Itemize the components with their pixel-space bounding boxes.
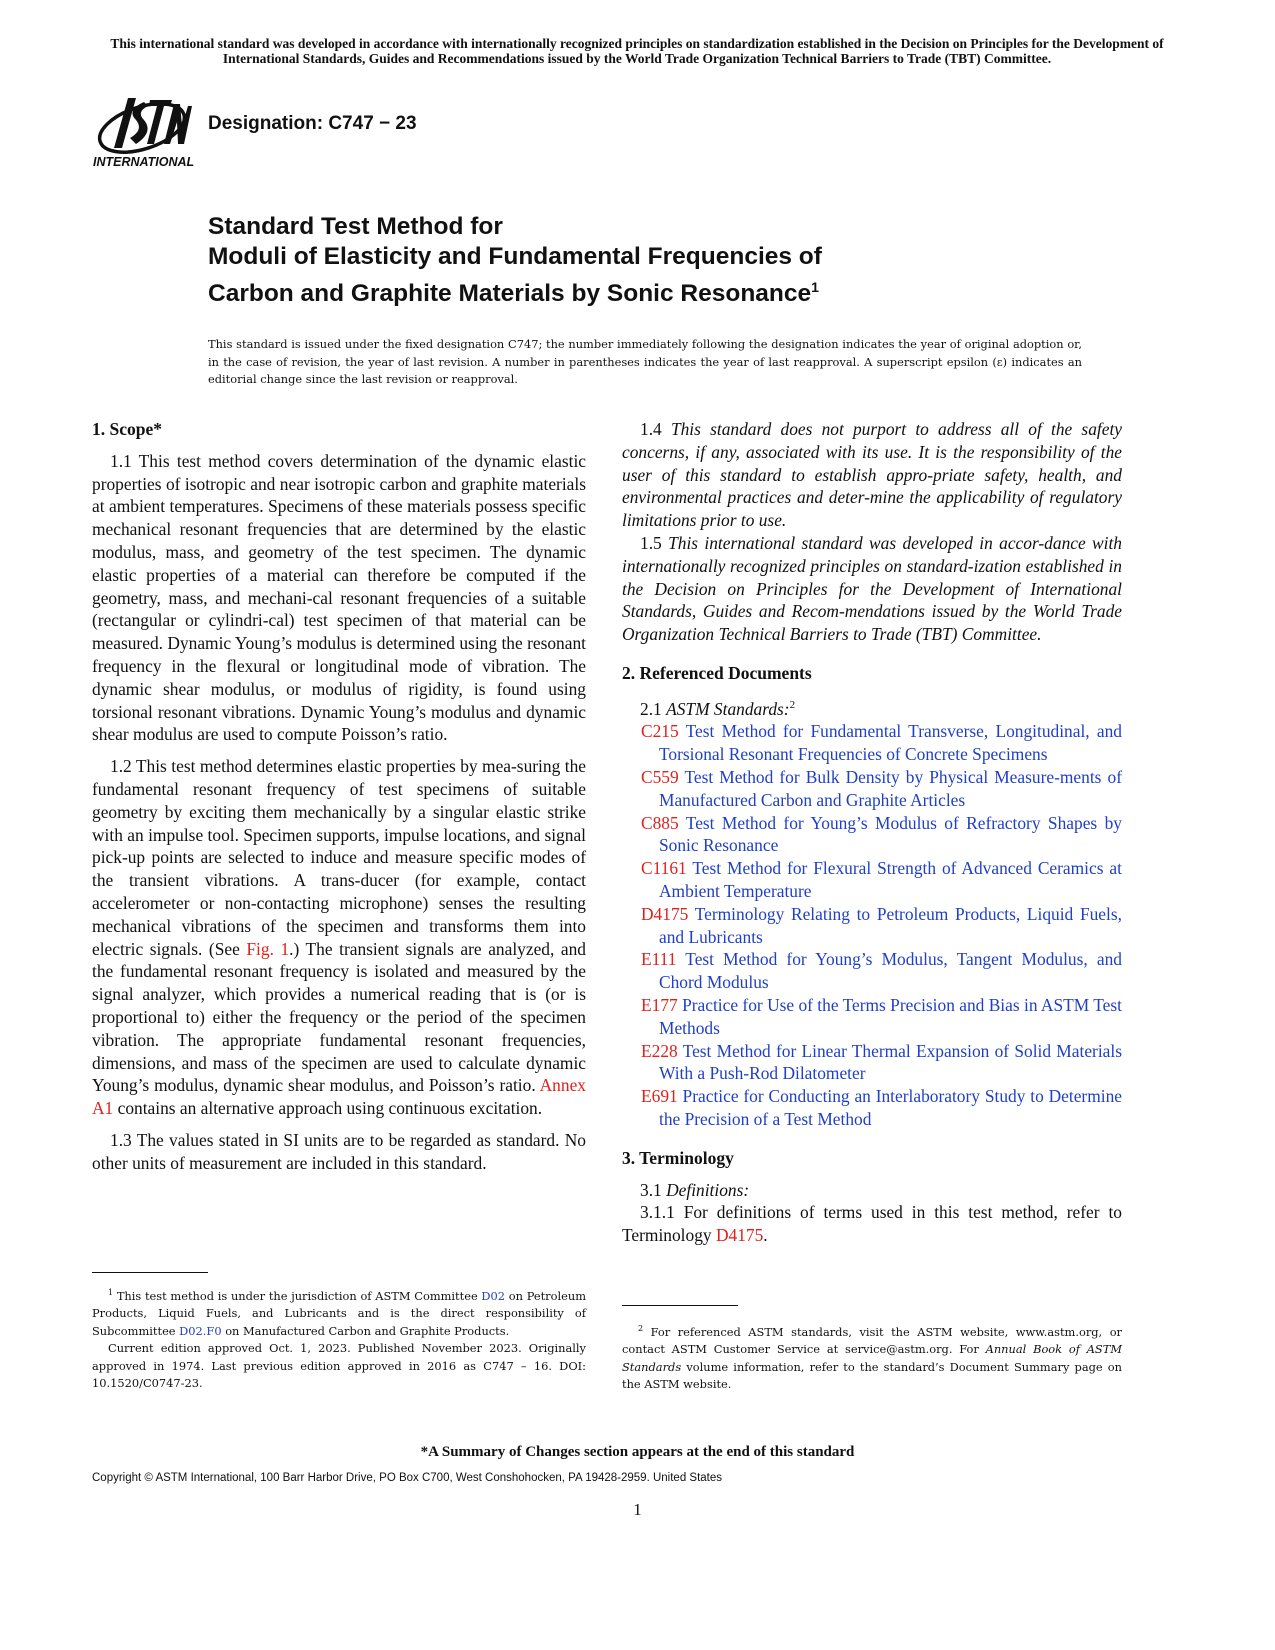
paragraph-3-1-1-text-a: 3.1.1 For definitions of terms used in this test method, refer to Terminology	[622, 1202, 1122, 1246]
footnote-2-mark-ref[interactable]: 2	[789, 698, 796, 711]
reference-item	[622, 857, 1122, 903]
footnote-1-mark: 1	[108, 1288, 114, 1297]
title-line-1: Standard Test Method for	[208, 213, 503, 240]
paragraph-1-1: 1.1 This test method covers determination of the dynamic elastic properties of isotropic and near isotropic carbon and graphite materials at ambient temperatures. Specimens of these materials possess specific mechanical resonant frequencies that are determined by the elastic modulus, mass, and geometry of the test specimen. The dynamic elastic properties of a material can therefore be computed if the geometry, mass, and mechani-cal resonant frequencies of a suitable (rectangular or cylindri-cal) test specimen of that material can be measured. Dynamic Young’s modulus is determined using the resonant frequency in the flexural or longitudinal mode of vibration. The dynamic shear modulus, or modulus of rigidity, is found using torsional resonant vibrations. Dynamic Young’s modulus and dynamic shear modulus are used to compute Poisson’s ratio.	[92, 450, 586, 745]
paragraph-1-5-number: 1.5	[640, 532, 669, 553]
subsection-2-1-label: ASTM Standards:	[666, 698, 790, 719]
paragraph-1-4-number: 1.4	[640, 419, 671, 439]
reference-code-link[interactable]: C559	[641, 766, 679, 787]
title-footnote-mark[interactable]: 1	[811, 279, 819, 295]
footnote-2-text-a: For referenced ASTM standards, visit the ASTM website, www.astm.org, or contact ASTM Customer Service at service@astm.org. For	[622, 1324, 1122, 1357]
paragraph-3-1-1-text-b: .	[763, 1225, 768, 1246]
astm-logo-icon	[92, 92, 194, 174]
reference-code-link[interactable]: C215	[641, 721, 679, 742]
footnote-1-text	[92, 1284, 586, 1340]
reference-title-link[interactable]: Test Method for Fundamental Transverse, Longitudinal, and Torsional Resonant Frequencies of Concrete Specimens	[659, 721, 1122, 765]
footnote-2-mark: 2	[638, 1324, 644, 1333]
astm-logo	[92, 92, 194, 174]
logo-international-label: INTERNATIONAL	[93, 155, 194, 169]
copyright: Copyright © ASTM International, 100 Barr Harbor Drive, PO Box C700, West Conshohocken, PA 19428-2959. United States	[92, 1472, 723, 1484]
designation: Designation: C747 − 23	[208, 113, 417, 134]
annex-a1-link[interactable]: Annex A1	[92, 1075, 586, 1119]
reference-code-link[interactable]: E177	[641, 994, 678, 1015]
section-2-heading: 2. Referenced Documents	[622, 662, 812, 683]
reference-item	[622, 903, 1122, 949]
reference-code-link[interactable]: C885	[641, 812, 679, 833]
paragraph-1-3: 1.3 The values stated in SI units are to be regarded as standard. No other units of measurement are included in this standard.	[92, 1129, 586, 1173]
footnote-1	[92, 1284, 586, 1393]
subsection-3-1-label: Definitions:	[666, 1179, 750, 1200]
d02-f0-link[interactable]: D02.F0	[179, 1323, 222, 1338]
page-number: 1	[633, 1500, 642, 1519]
paragraph-1-2-text-c: contains an alternative approach using continuous excitation.	[113, 1098, 543, 1119]
reference-code-link[interactable]: C1161	[641, 858, 687, 879]
reference-item	[622, 994, 1122, 1040]
reference-title-link[interactable]: Test Method for Linear Thermal Expansion of Solid Materials With a Push-Rod Dilatometer	[659, 1040, 1122, 1084]
footnote-2	[622, 1320, 1122, 1394]
paragraph-1-2-text-a: 1.2 This test method determines elastic properties by mea-suring the fundamental resonant frequency of test specimens of suitable geometry by exciting them mechanically by a singular elastic strike with an impulse tool. Specimen supports, impulse locations, and signal pick-up points are selected to induce and measure specific modes of the transient vibrations. A trans-ducer (for example, contact accelerometer or non-contacting microphone) senses the resulting mechanical vibrations of the specimen and transforms them into electric signals. (See	[92, 756, 586, 959]
paragraph-1-2	[92, 755, 586, 1120]
reference-item	[622, 766, 1122, 812]
header-note: This international standard was developed in accordance with internationally recognized principles on standardization established in the Decision on Principles for the Development of International Standards, Guides and Recommendations issued by the World Trade Organization Technical Barriers to Trade (TBT) Committee.	[110, 36, 1164, 66]
reference-title-link[interactable]: Test Method for Young’s Modulus, Tangent Modulus, and Chord Modulus	[659, 949, 1122, 993]
fig-1-link[interactable]: Fig. 1	[246, 938, 290, 959]
paragraph-1-5	[622, 532, 1122, 646]
subsection-3-1	[622, 1179, 1122, 1202]
reference-code-link[interactable]: E228	[641, 1040, 678, 1061]
footnote-1-text-b: on Petroleum Products, Liquid Fuels, and Lubricants and is the direct responsibility of Subcommittee	[92, 1288, 586, 1338]
footnote-1-text-a: This test method is under the jurisdiction of ASTM Committee	[113, 1288, 482, 1303]
reference-list	[622, 720, 1122, 1130]
reference-title-link[interactable]: Test Method for Bulk Density by Physical Measure-ments of Manufactured Carbon and Graphite Articles	[659, 766, 1122, 810]
footnote-rule-right	[622, 1305, 738, 1306]
footnote-2-text	[622, 1320, 1122, 1394]
footnote-1-edition: Current edition approved Oct. 1, 2023. Published November 2023. Originally approved in 1974. Last previous edition approved in 2016 as C747 – 16. DOI: 10.1520/C0747-23.	[92, 1341, 586, 1391]
section-1-heading: 1. Scope*	[92, 419, 162, 439]
left-column	[92, 418, 586, 1175]
paragraph-1-4-text: This standard does not purport to address all of the safety concerns, if any, associated with its use. It is the responsibility of the user of this standard to establish appro-priate safety, health, and environmental practices and deter-mine the applicability of regulatory limitations prior to use.	[622, 419, 1122, 531]
subsection-3-1-number: 3.1	[640, 1179, 667, 1200]
reference-item	[622, 1040, 1122, 1086]
reference-item	[622, 948, 1122, 994]
paragraph-1-5-text: This international standard was developed in accor-dance with internationally recognized principles on standard-ization established in the Decision on Principles for the Development of International Standards, Guides and Recom-mendations issued by the World Trade Organization Technical Barriers to Trade (TBT) Committee.	[622, 532, 1122, 645]
reference-item	[622, 812, 1122, 858]
paragraph-3-1-1	[622, 1201, 1122, 1247]
reference-title-link[interactable]: Practice for Conducting an Interlaboratory Study to Determine the Precision of a Test Method	[659, 1086, 1122, 1129]
paragraph-1-4	[622, 418, 1122, 532]
title-line-2: Moduli of Elasticity and Fundamental Frequencies of	[208, 243, 822, 270]
footnote-rule-left	[92, 1272, 208, 1273]
d4175-link[interactable]: D4175	[715, 1225, 764, 1246]
reference-item	[622, 1085, 1122, 1131]
subsection-2-1-number: 2.1	[640, 698, 667, 719]
reference-code-link[interactable]: E691	[641, 1086, 678, 1107]
subsection-2-1	[622, 694, 1122, 721]
title-line-3-text: Carbon and Graphite Materials by Sonic Resonance	[208, 280, 812, 308]
footnote-2-text-b: volume information, refer to the standard’s Document Summary page on the ASTM website.	[622, 1359, 1122, 1392]
reference-item	[622, 720, 1122, 766]
footnote-2-italic: Annual Book of ASTM Standards	[622, 1342, 1122, 1374]
section-3-heading: 3. Terminology	[622, 1147, 734, 1168]
reference-code-link[interactable]: E111	[641, 949, 677, 970]
paragraph-1-2-text-b: .) The transient signals are analyzed, and the fundamental resonant frequency is isolated and measured by the signal analyzer, which provides a numerical reading that is (or is proportional to) either the frequency or the period of the specimen vibration. The appropriate fundamental resonant frequencies, dimensions, and mass of the specimen are used to calculate dynamic Young’s modulus, dynamic shear modulus, and Poisson’s ratio.	[92, 938, 586, 1096]
reference-title-link[interactable]: Test Method for Flexural Strength of Advanced Ceramics at Ambient Temperature	[659, 858, 1122, 901]
d02-link[interactable]: D02	[481, 1288, 506, 1303]
reference-code-link[interactable]: D4175	[641, 903, 689, 924]
right-column	[622, 418, 1122, 1247]
reference-title-link[interactable]: Test Method for Young’s Modulus of Refractory Shapes by Sonic Resonance	[659, 812, 1122, 856]
footnote-1-text-c: on Manufactured Carbon and Graphite Products.	[221, 1323, 510, 1338]
reference-title-link[interactable]: Practice for Use of the Terms Precision and Bias in ASTM Test Methods	[659, 994, 1122, 1038]
document-title	[208, 212, 822, 309]
reference-title-link[interactable]: Terminology Relating to Petroleum Products, Liquid Fuels, and Lubricants	[659, 903, 1122, 947]
title-line-3	[208, 272, 822, 309]
summary-of-changes-note: *A Summary of Changes section appears at the end of this standard	[420, 1444, 855, 1460]
issued-note: This standard is issued under the fixed designation C747; the number immediately following the designation indicates the year of original adoption or, in the case of revision, the year of last revision. A number in parentheses indicates the year of last reapproval. A superscript epsilon (ε) indicates an editorial change since the last revision or reapproval.	[208, 337, 1082, 386]
